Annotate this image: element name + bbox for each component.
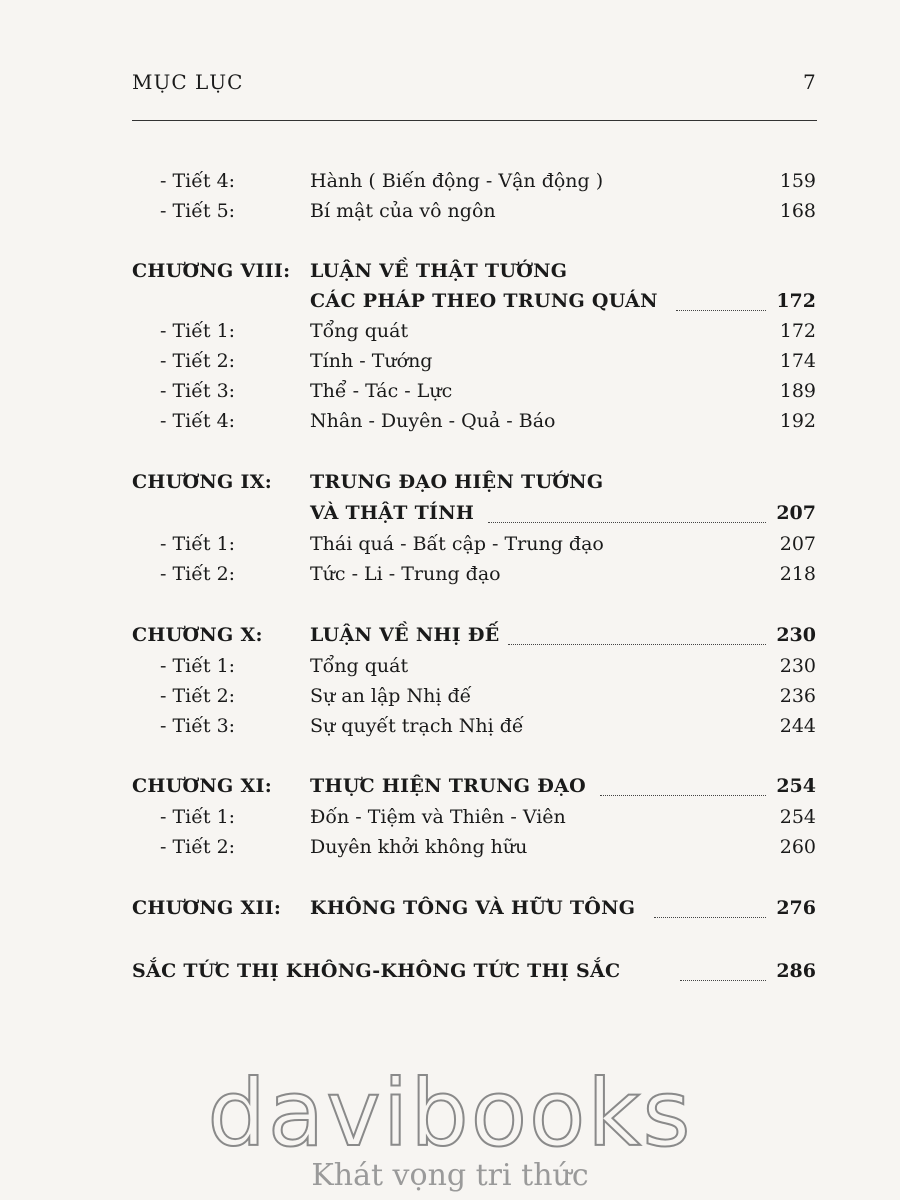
section-title: Đốn - Tiệm và Thiên - Viên [310,806,566,828]
chapter-page: 254 [776,775,816,797]
section-label: - Tiết 2: [160,836,236,858]
section-label: - Tiết 3: [160,715,236,737]
section-page: 236 [779,685,816,707]
chapter-label: CHƯƠNG XI: [132,775,273,797]
toc-entry [0,655,900,685]
section-title: Duyên khởi không hữu [310,836,528,858]
section-title: Thể - Tác - Lực [310,380,453,402]
chapter-title: TRUNG ĐẠO HIỆN TƯỚNG [310,471,604,493]
section-label: - Tiết 3: [160,380,236,402]
final-entry-page: 286 [776,960,816,982]
chapter-label: CHƯƠNG X: [132,624,263,646]
brand-tagline: Khát vọng tri thức [311,1158,589,1193]
section-title: Tính - Tướng [310,350,433,372]
section-page: 174 [779,350,816,372]
chapter-title: LUẬN VỀ THẬT TƯỚNG [310,260,568,282]
section-label: - Tiết 2: [160,350,236,372]
toc-entry [0,563,900,593]
dot-leader [600,795,766,796]
chapter-title: KHÔNG TÔNG VÀ HỮU TÔNG [310,897,636,919]
running-header-title: MỤC LỤC [132,70,244,94]
section-page: 260 [779,836,816,858]
section-page: 244 [779,715,816,737]
section-label: - Tiết 1: [160,806,236,828]
chapter-label: CHƯƠNG IX: [132,471,273,493]
toc-entry [0,685,900,715]
dot-leader [676,310,766,311]
toc-entry [0,170,900,200]
section-page: 230 [779,655,816,677]
chapter-entry-continued [0,290,900,320]
toc-entry [0,410,900,440]
toc-entry [0,350,900,380]
chapter-page: 230 [776,624,816,646]
section-page: 168 [779,200,816,222]
chapter-entry [0,471,900,501]
dot-leader [508,644,766,645]
section-title: Sự an lập Nhị đế [310,685,472,707]
section-title: Nhân - Duyên - Quả - Báo [310,410,556,432]
section-title: Sự quyết trạch Nhị đế [310,715,524,737]
chapter-title: CÁC PHÁP THEO TRUNG QUÁN [310,290,658,312]
toc-entry [0,533,900,563]
page-number: 7 [803,70,816,94]
section-page: 254 [779,806,816,828]
section-label: - Tiết 4: [160,410,236,432]
chapter-page: 207 [776,502,816,524]
chapter-label: CHƯƠNG XII: [132,897,282,919]
section-label: - Tiết 1: [160,320,236,342]
chapter-entry-continued [0,502,900,532]
chapter-label: CHƯƠNG VIII: [132,260,291,282]
toc-entry [0,320,900,350]
section-page: 172 [779,320,816,342]
chapter-title: VÀ THẬT TÍNH [310,502,475,524]
section-label: - Tiết 2: [160,685,236,707]
section-title: Hành ( Biến động - Vận động ) [310,170,604,192]
section-label: - Tiết 1: [160,533,236,555]
section-label: - Tiết 5: [160,200,236,222]
header-divider [132,120,817,121]
chapter-entry [0,260,900,290]
chapter-entry [0,775,900,805]
section-title: Thái quá - Bất cập - Trung đạo [310,533,604,555]
toc-entry [0,806,900,836]
chapter-page: 172 [776,290,816,312]
brand-watermark: davibooks [207,1060,693,1167]
section-page: 207 [779,533,816,555]
section-page: 192 [779,410,816,432]
section-label: - Tiết 1: [160,655,236,677]
chapter-title: LUẬN VỀ NHỊ ĐẾ [310,624,500,646]
dot-leader [680,980,766,981]
section-title: Tổng quát [310,320,409,342]
chapter-entry [0,624,900,654]
toc-entry-final [0,960,900,990]
dot-leader [654,917,766,918]
chapter-entry [0,897,900,927]
section-label: - Tiết 4: [160,170,236,192]
toc-entry [0,380,900,410]
section-title: Tổng quát [310,655,409,677]
section-page: 159 [779,170,816,192]
section-label: - Tiết 2: [160,563,236,585]
section-page: 189 [779,380,816,402]
final-entry-title: SẮC TỨC THỊ KHÔNG-KHÔNG TỨC THỊ SẮC [132,960,621,982]
chapter-title: THỰC HIỆN TRUNG ĐẠO [310,775,587,797]
section-title: Tức - Li - Trung đạo [310,563,501,585]
toc-entry [0,836,900,866]
section-page: 218 [779,563,816,585]
toc-entry [0,200,900,230]
chapter-page: 276 [776,897,816,919]
dot-leader [488,522,766,523]
section-title: Bí mật của vô ngôn [310,200,496,222]
toc-entry [0,715,900,745]
